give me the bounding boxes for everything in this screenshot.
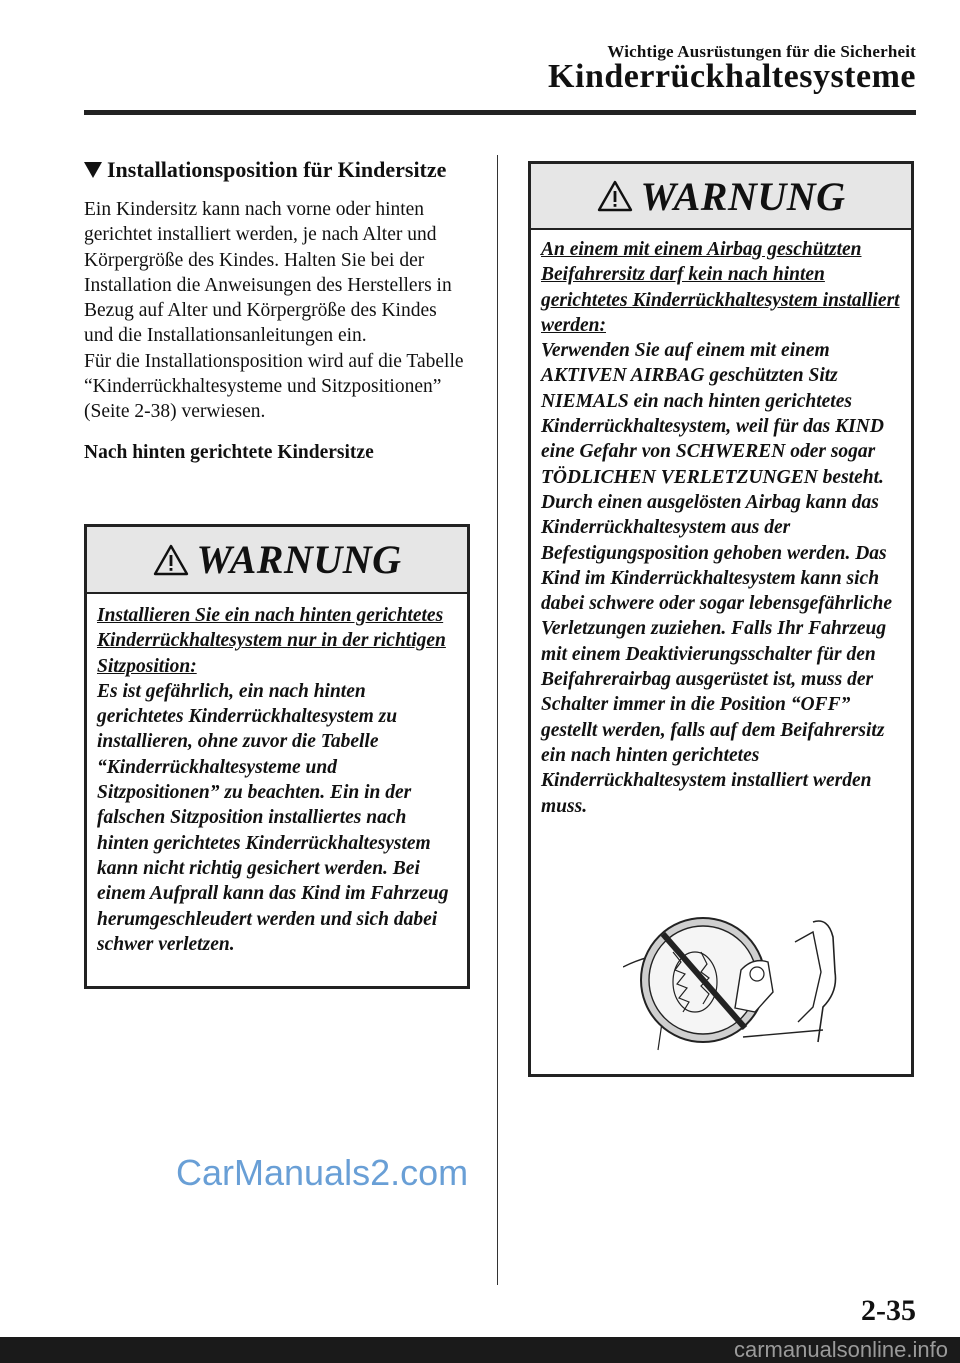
reference-paragraph: Für die Installationsposition wird auf die Tabelle “Kinderrückhaltesysteme und Sitzpositionen” (Seite 2-38) verwiesen. (84, 350, 464, 423)
section-heading-text: Installationsposition für Kindersitze (107, 157, 447, 182)
warning-body (531, 230, 911, 819)
intro-paragraph: Ein Kindersitz kann nach vorne oder hinten gerichtet installiert werden, je nach Alter und Körpergröße des Kindes. Halten Sie bei der Installation die Anweisungen des Herstellers in Bezug auf Alter und Körpergröße des Kindes und die Installationsanleitungen ein. (84, 199, 452, 347)
column-divider (497, 155, 498, 1285)
warning-box-left (84, 524, 470, 989)
running-header-title: Kinderrückhaltesysteme (548, 58, 916, 95)
warning-box-right (528, 161, 914, 1077)
warning-text: Verwenden Sie auf einem mit einem AKTIVEN AIRBAG geschützten Sitz NIEMALS ein nach hinten gerichtetes Kinderrückhaltesystem, weil für das KIND eine Gefahr von SCHWEREN oder sogar TÖDLICHEN VERLETZUNGEN besteht. Durch einen ausgelösten Airbag kann das Kinderrückhaltesystem aus der Befestigungsposition gehoben werden. Das Kind im Kinderrückhaltesystem kann sich dabei schwere oder sogar lebensgefährliche Verletzungen zuziehen. Falls Ihr Fahrzeug mit einem Deaktivierungsschalter für den Beifahrerairbag ausgerüstet ist, muss der Schalter immer in die Position “OFF” gestellt werden, falls auf dem Beifahrersitz ein nach hinten gerichtetes Kinderrückhaltesystem installiert werden muss. (541, 340, 892, 817)
warning-lead: Installieren Sie ein nach hinten gerichtetes Kinderrückhaltesystem nur in der richtigen Sitzposition: (97, 605, 446, 677)
left-column (84, 157, 470, 464)
warning-body (87, 594, 467, 957)
page-number: 2-35 (861, 1294, 916, 1327)
triangle-bullet-icon (84, 162, 102, 178)
warning-header (87, 527, 467, 594)
warning-header (531, 164, 911, 230)
warning-label: WARNUNG (196, 537, 402, 582)
airbag-prohibition-illustration (623, 912, 853, 1052)
warning-label: WARNUNG (640, 173, 846, 219)
footer-watermark: carmanualsonline.info (0, 1337, 960, 1363)
section-heading (84, 157, 470, 183)
warning-triangle-icon (596, 179, 634, 213)
warning-lead: An einem mit einem Airbag geschützten Beifahrersitz darf kein nach hinten gerichtetes Kinderrückhaltesystem installiert werden: (541, 239, 900, 336)
warning-text: Es ist gefährlich, ein nach hinten gerichtetes Kinderrückhaltesystem zu installieren, ohne zuvor die Tabelle “Kinderrückhaltesysteme und Sitzpositionen” zu beachten. Ein in der falschen Sitzposition installiertes nach hinten gerichtetes Kinderrückhaltesystem kann nicht richtig gesichert werden. Bei einem Aufprall kann das Kind im Fahrzeug herumgeschleudert werden und sich dabei schwer verletzen. (97, 680, 449, 955)
running-header-section: Wichtige Ausrüstungen für die Sicherheit (607, 42, 916, 61)
warning-triangle-icon (152, 543, 190, 577)
header-rule (84, 110, 916, 115)
watermark-logo: CarManuals2.com (176, 1152, 469, 1193)
sub-heading: Nach hinten gerichtete Kindersitze (84, 441, 374, 463)
